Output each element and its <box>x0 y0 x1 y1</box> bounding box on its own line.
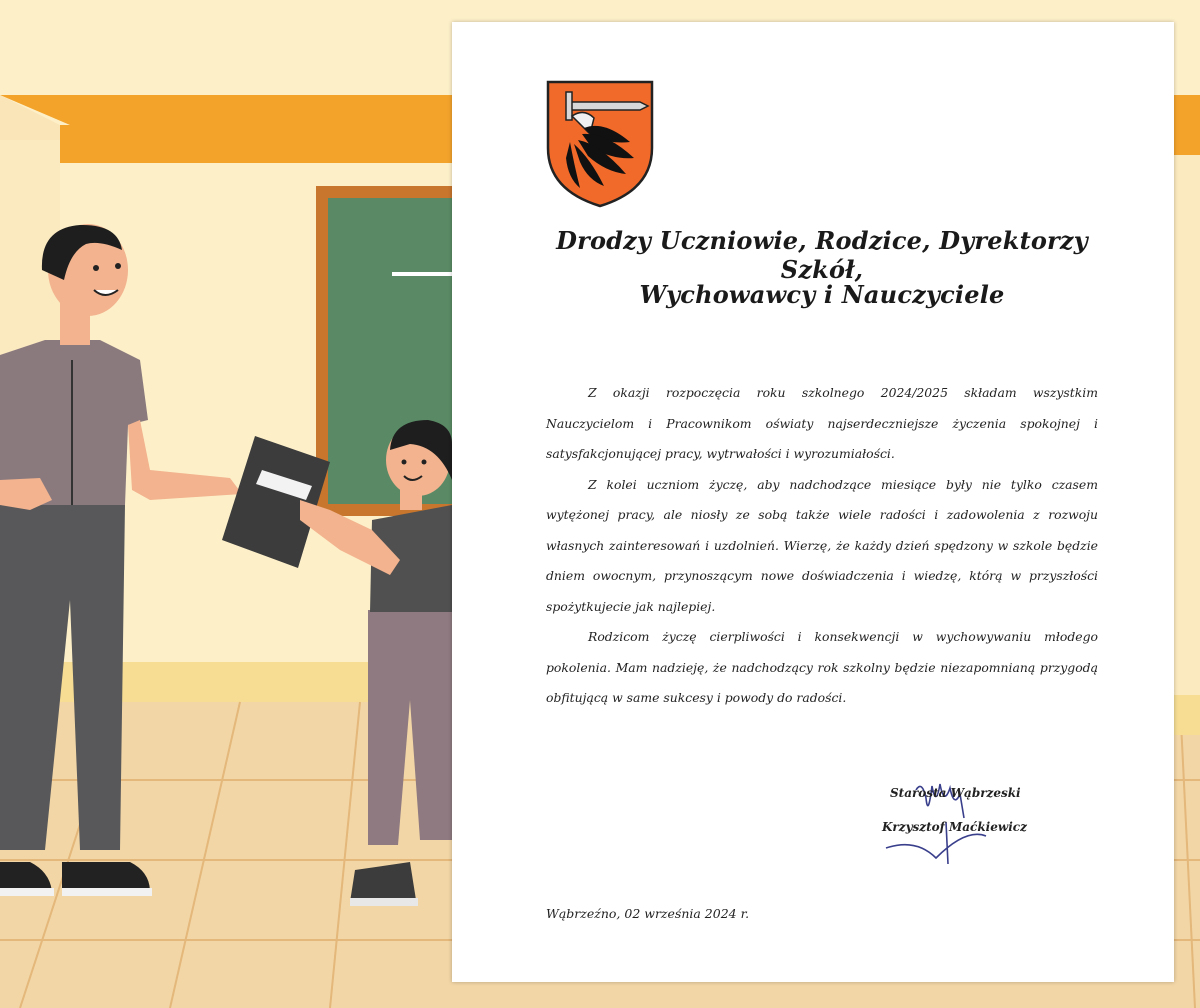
greeting-heading-line1: Drodzy Uczniowie, Rodzice, Dyrektorzy Szkół, <box>556 226 1088 284</box>
letter-date: Wąbrzeźno, 02 września 2024 r. <box>546 906 750 921</box>
paragraph-students: Z kolei uczniom życzę, aby nadchodzące miesiące były nie tylko czasem wytężonej pracy, ale niosły ze sobą także wiele radości i zadowolenia z rozwoju własnych zainteresowań i uzdolnień. Wierzę, że każdy dzień spędzony w szkole będzie dniem owocnym, przynoszącym nowe doświadczenia i wiedzę, którą w przyszłości spożytkujecie jak najlepiej. <box>546 476 1098 614</box>
coat-of-arms-icon <box>544 78 656 210</box>
paragraph-parents: Rodzicom życzę cierpliwości i konsekwencji w wychowywaniu młodego pokolenia. Mam nadzieję, że nadchodzący rok szkolny będzie niezapomnianą przygodą obfitującą w same sukcesy i powody do radości. <box>546 629 1098 705</box>
greeting-heading-line2: Wychowawcy i Nauczyciele <box>639 280 1005 309</box>
letter-body <box>546 378 1098 714</box>
letter-page <box>452 22 1174 982</box>
paragraph-teachers: Z okazji rozpoczęcia roku szkolnego 2024/2025 składam wszystkim Nauczycielom i Pracownikom oświaty najserdeczniejsze życzenia spokojnej i satysfakcjonującej pracy, wytrwałości i wyrozumiałości. <box>546 385 1098 461</box>
signature-title: Starosta Wąbrzeski <box>890 786 1021 800</box>
signature-name: Krzysztof Maćkiewicz <box>882 820 1027 834</box>
